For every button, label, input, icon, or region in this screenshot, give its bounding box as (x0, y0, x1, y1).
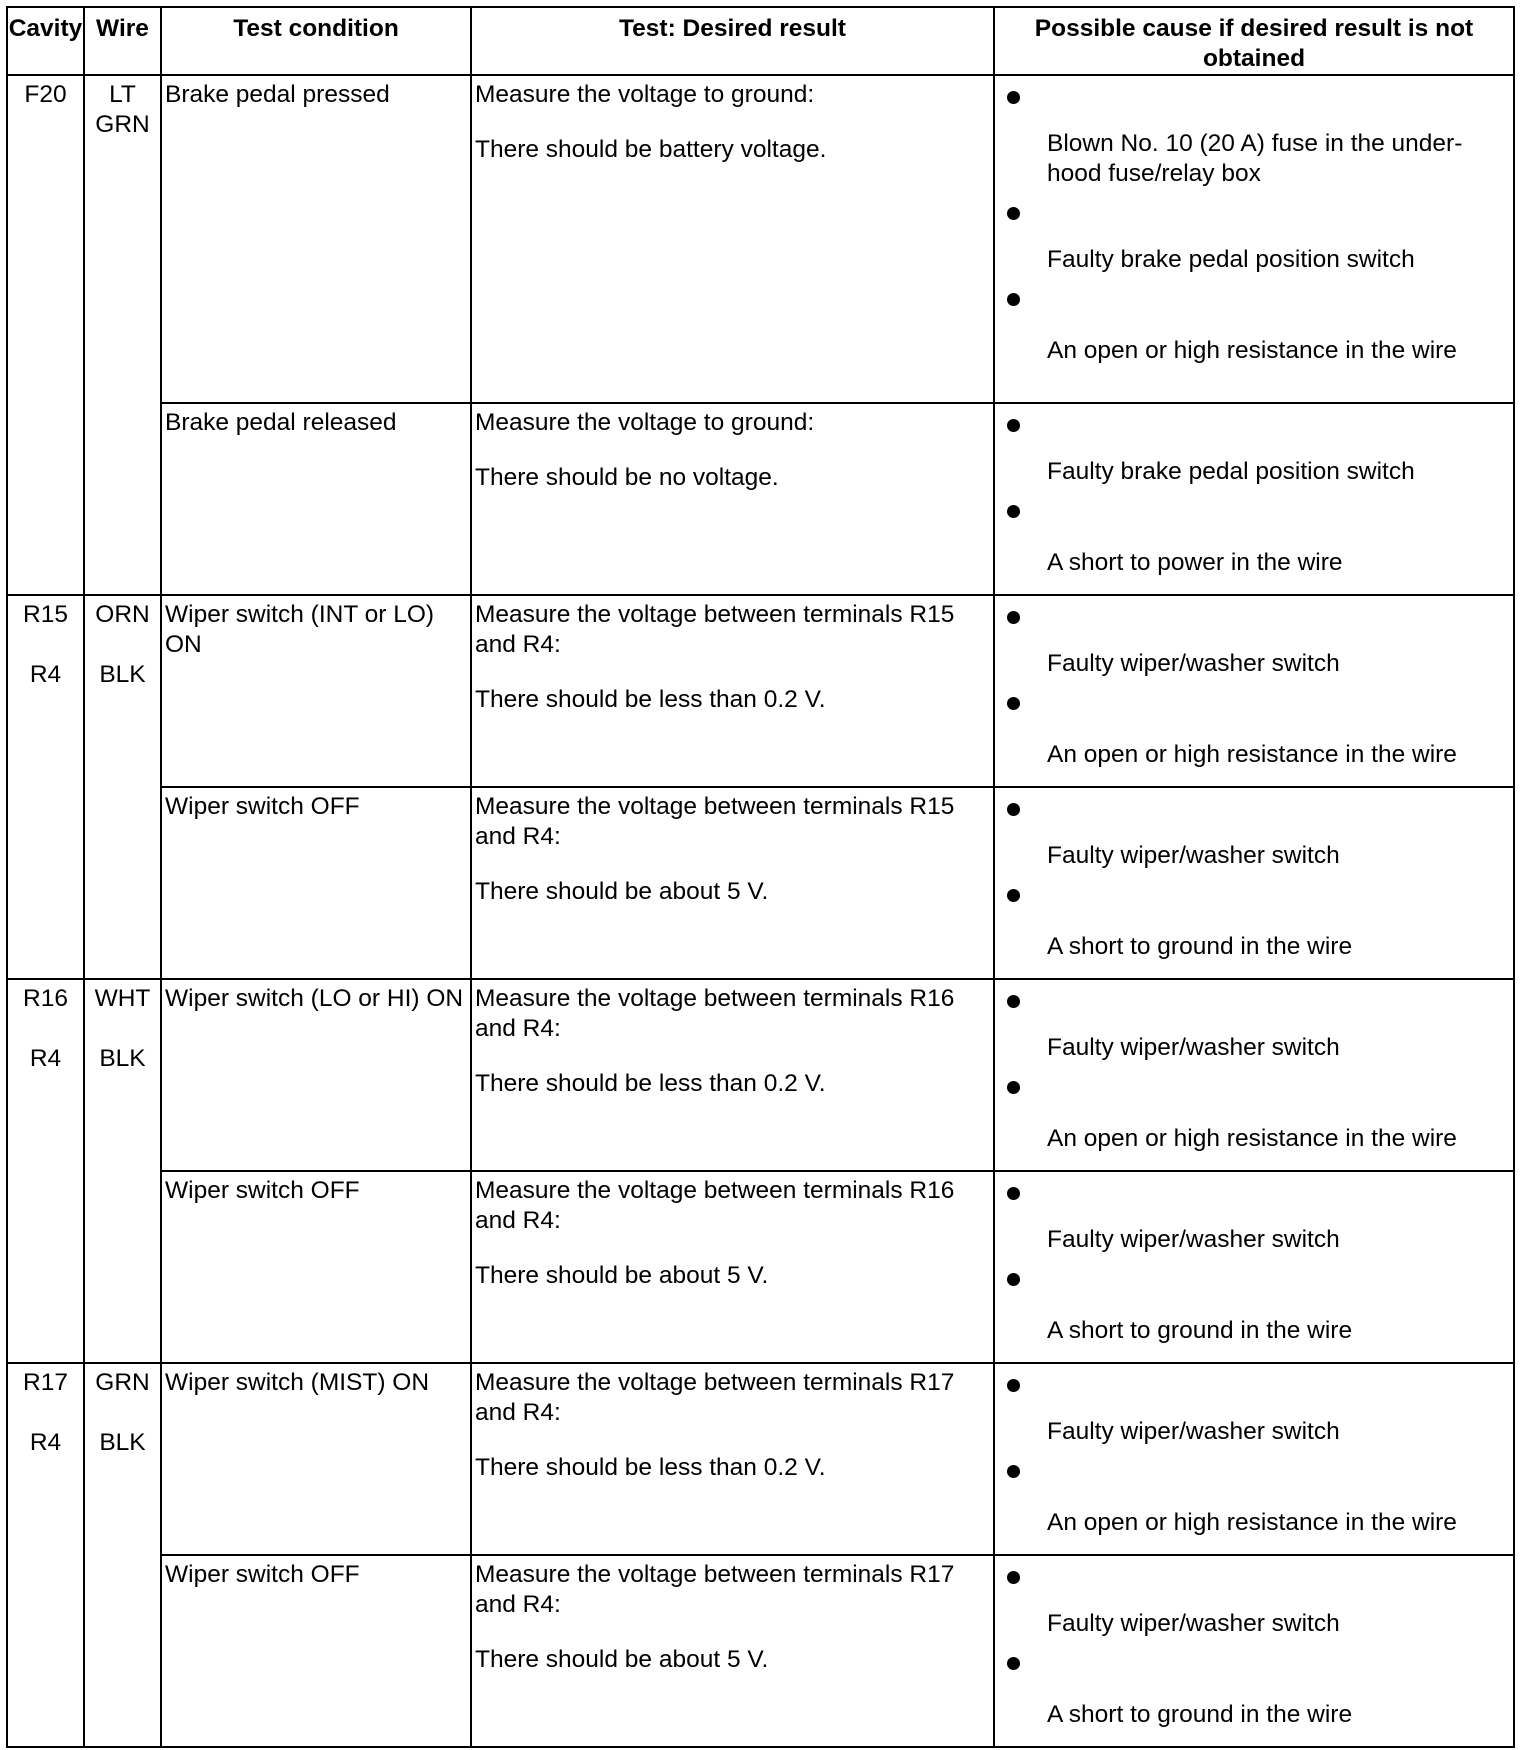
wire-cell (84, 1363, 161, 1747)
header-test-condition: Test condition (161, 7, 471, 75)
bullet-icon (1007, 1657, 1020, 1670)
bullet-icon (1007, 697, 1020, 710)
cause-text: A short to power in the wire (1047, 549, 1343, 576)
measure-instruction: Measure the voltage between terminals R15 and R4: (475, 601, 955, 658)
cause-item (1001, 697, 1507, 770)
cause-item (1001, 207, 1507, 275)
possible-cause-cell (994, 1555, 1514, 1747)
cause-item (1001, 611, 1507, 679)
cause-text: Faulty wiper/washer switch (1047, 1610, 1340, 1637)
cause-text: Faulty wiper/washer switch (1047, 1418, 1340, 1445)
table-body (7, 75, 1514, 1747)
possible-cause-cell (994, 75, 1514, 403)
cause-item (1001, 293, 1507, 366)
cavity-value: F20 (24, 81, 67, 108)
measure-instruction: Measure the voltage between terminals R16 and R4: (475, 1177, 955, 1234)
wire-color: ORN (95, 601, 150, 628)
possible-cause-cell (994, 595, 1514, 787)
table-row (7, 595, 1514, 787)
cavity-value: R16 (23, 985, 68, 1012)
wire-color: GRN (95, 111, 150, 138)
header-test-desired-result: Test: Desired result (471, 7, 994, 75)
table-header-row (7, 7, 1514, 75)
bullet-icon (1007, 1273, 1020, 1286)
cavity-cell (7, 1363, 84, 1747)
measure-instruction: Measure the voltage between terminals R17 and R4: (475, 1561, 955, 1618)
bullet-icon (1007, 1187, 1020, 1200)
desired-result-cell (471, 403, 994, 595)
wire-color: BLK (99, 661, 146, 688)
table-row (7, 403, 1514, 595)
cause-item (1001, 995, 1507, 1063)
expected-result: There should be about 5 V. (475, 1262, 769, 1289)
table-row (7, 979, 1514, 1171)
test-condition-cell: Wiper switch OFF (161, 787, 471, 979)
test-condition-cell: Wiper switch OFF (161, 1555, 471, 1747)
cause-text: An open or high resistance in the wire (1047, 1509, 1457, 1536)
cause-text: A short to ground in the wire (1047, 1701, 1353, 1728)
table-row (7, 1363, 1514, 1555)
bullet-icon (1007, 419, 1020, 432)
wire-color: LT (109, 81, 136, 108)
bullet-icon (1007, 1081, 1020, 1094)
test-condition-cell: Brake pedal pressed (161, 75, 471, 403)
possible-cause-cell (994, 1171, 1514, 1363)
possible-cause-cell (994, 979, 1514, 1171)
desired-result-cell (471, 1171, 994, 1363)
bullet-icon (1007, 207, 1020, 220)
expected-result: There should be about 5 V. (475, 878, 769, 905)
cause-text: Faulty wiper/washer switch (1047, 1034, 1340, 1061)
header-wire: Wire (84, 7, 161, 75)
desired-result-cell (471, 979, 994, 1171)
cause-item (1001, 1379, 1507, 1447)
measure-instruction: Measure the voltage to ground: (475, 409, 815, 436)
table-row (7, 75, 1514, 403)
bullet-icon (1007, 889, 1020, 902)
possible-cause-cell (994, 787, 1514, 979)
cause-text: A short to ground in the wire (1047, 933, 1353, 960)
terminal-test-table (6, 6, 1515, 1748)
expected-result: There should be battery voltage. (475, 136, 827, 163)
cause-item (1001, 91, 1507, 189)
cause-text: Faulty brake pedal position switch (1047, 246, 1415, 273)
cause-item (1001, 1187, 1507, 1255)
header-cavity: Cavity (7, 7, 84, 75)
cause-item (1001, 419, 1507, 487)
bullet-icon (1007, 91, 1020, 104)
measure-instruction: Measure the voltage to ground: (475, 81, 815, 108)
cause-text: Faulty wiper/washer switch (1047, 650, 1340, 677)
possible-cause-cell (994, 403, 1514, 595)
desired-result-cell (471, 787, 994, 979)
cause-item (1001, 803, 1507, 871)
test-condition-cell: Brake pedal released (161, 403, 471, 595)
bullet-icon (1007, 995, 1020, 1008)
expected-result: There should be less than 0.2 V. (475, 1454, 826, 1481)
wire-cell (84, 979, 161, 1363)
cause-item (1001, 505, 1507, 578)
wire-color: BLK (99, 1045, 146, 1072)
wire-color: GRN (95, 1369, 150, 1396)
table-row (7, 1555, 1514, 1747)
cavity-value: R4 (29, 1045, 62, 1072)
expected-result: There should be less than 0.2 V. (475, 1070, 826, 1097)
cause-item (1001, 889, 1507, 962)
cavity-value: R15 (23, 601, 68, 628)
cause-text: An open or high resistance in the wire (1047, 1125, 1457, 1152)
cavity-cell (7, 75, 84, 595)
desired-result-cell (471, 1555, 994, 1747)
cause-text: An open or high resistance in the wire (1047, 337, 1457, 364)
measure-instruction: Measure the voltage between terminals R16 and R4: (475, 985, 955, 1042)
cavity-value: R4 (29, 661, 62, 688)
bullet-icon (1007, 1379, 1020, 1392)
bullet-icon (1007, 505, 1020, 518)
cause-text: An open or high resistance in the wire (1047, 741, 1457, 768)
desired-result-cell (471, 595, 994, 787)
cause-text: Faulty wiper/washer switch (1047, 842, 1340, 869)
cause-item (1001, 1081, 1507, 1154)
possible-cause-cell (994, 1363, 1514, 1555)
test-condition-cell: Wiper switch (LO or HI) ON (161, 979, 471, 1171)
cavity-cell (7, 595, 84, 979)
cause-text: Faulty wiper/washer switch (1047, 1226, 1340, 1253)
cause-text: A short to ground in the wire (1047, 1317, 1353, 1344)
desired-result-cell (471, 75, 994, 403)
cause-item (1001, 1465, 1507, 1538)
wire-cell (84, 75, 161, 595)
cause-text: Faulty brake pedal position switch (1047, 458, 1415, 485)
desired-result-cell (471, 1363, 994, 1555)
bullet-icon (1007, 611, 1020, 624)
bullet-icon (1007, 293, 1020, 306)
wire-color: BLK (99, 1429, 146, 1456)
cavity-value: R17 (23, 1369, 68, 1396)
table-row (7, 1171, 1514, 1363)
table-row (7, 787, 1514, 979)
test-condition-cell: Wiper switch (INT or LO) ON (161, 595, 471, 787)
bullet-icon (1007, 803, 1020, 816)
expected-result: There should be about 5 V. (475, 1646, 769, 1673)
cause-text: Blown No. 10 (20 A) fuse in the under-hood fuse/relay box (1047, 130, 1463, 187)
header-possible-cause: Possible cause if desired result is not obtained (994, 7, 1514, 75)
bullet-icon (1007, 1465, 1020, 1478)
expected-result: There should be no voltage. (475, 464, 779, 491)
bullet-icon (1007, 1571, 1020, 1584)
cavity-cell (7, 979, 84, 1363)
test-condition-cell: Wiper switch (MIST) ON (161, 1363, 471, 1555)
expected-result: There should be less than 0.2 V. (475, 686, 826, 713)
cause-item (1001, 1657, 1507, 1730)
test-condition-cell: Wiper switch OFF (161, 1171, 471, 1363)
cause-item (1001, 1273, 1507, 1346)
measure-instruction: Measure the voltage between terminals R15 and R4: (475, 793, 955, 850)
wire-color: WHT (94, 985, 151, 1012)
cause-item (1001, 1571, 1507, 1639)
cavity-value: R4 (29, 1429, 62, 1456)
measure-instruction: Measure the voltage between terminals R17 and R4: (475, 1369, 955, 1426)
wire-cell (84, 595, 161, 979)
